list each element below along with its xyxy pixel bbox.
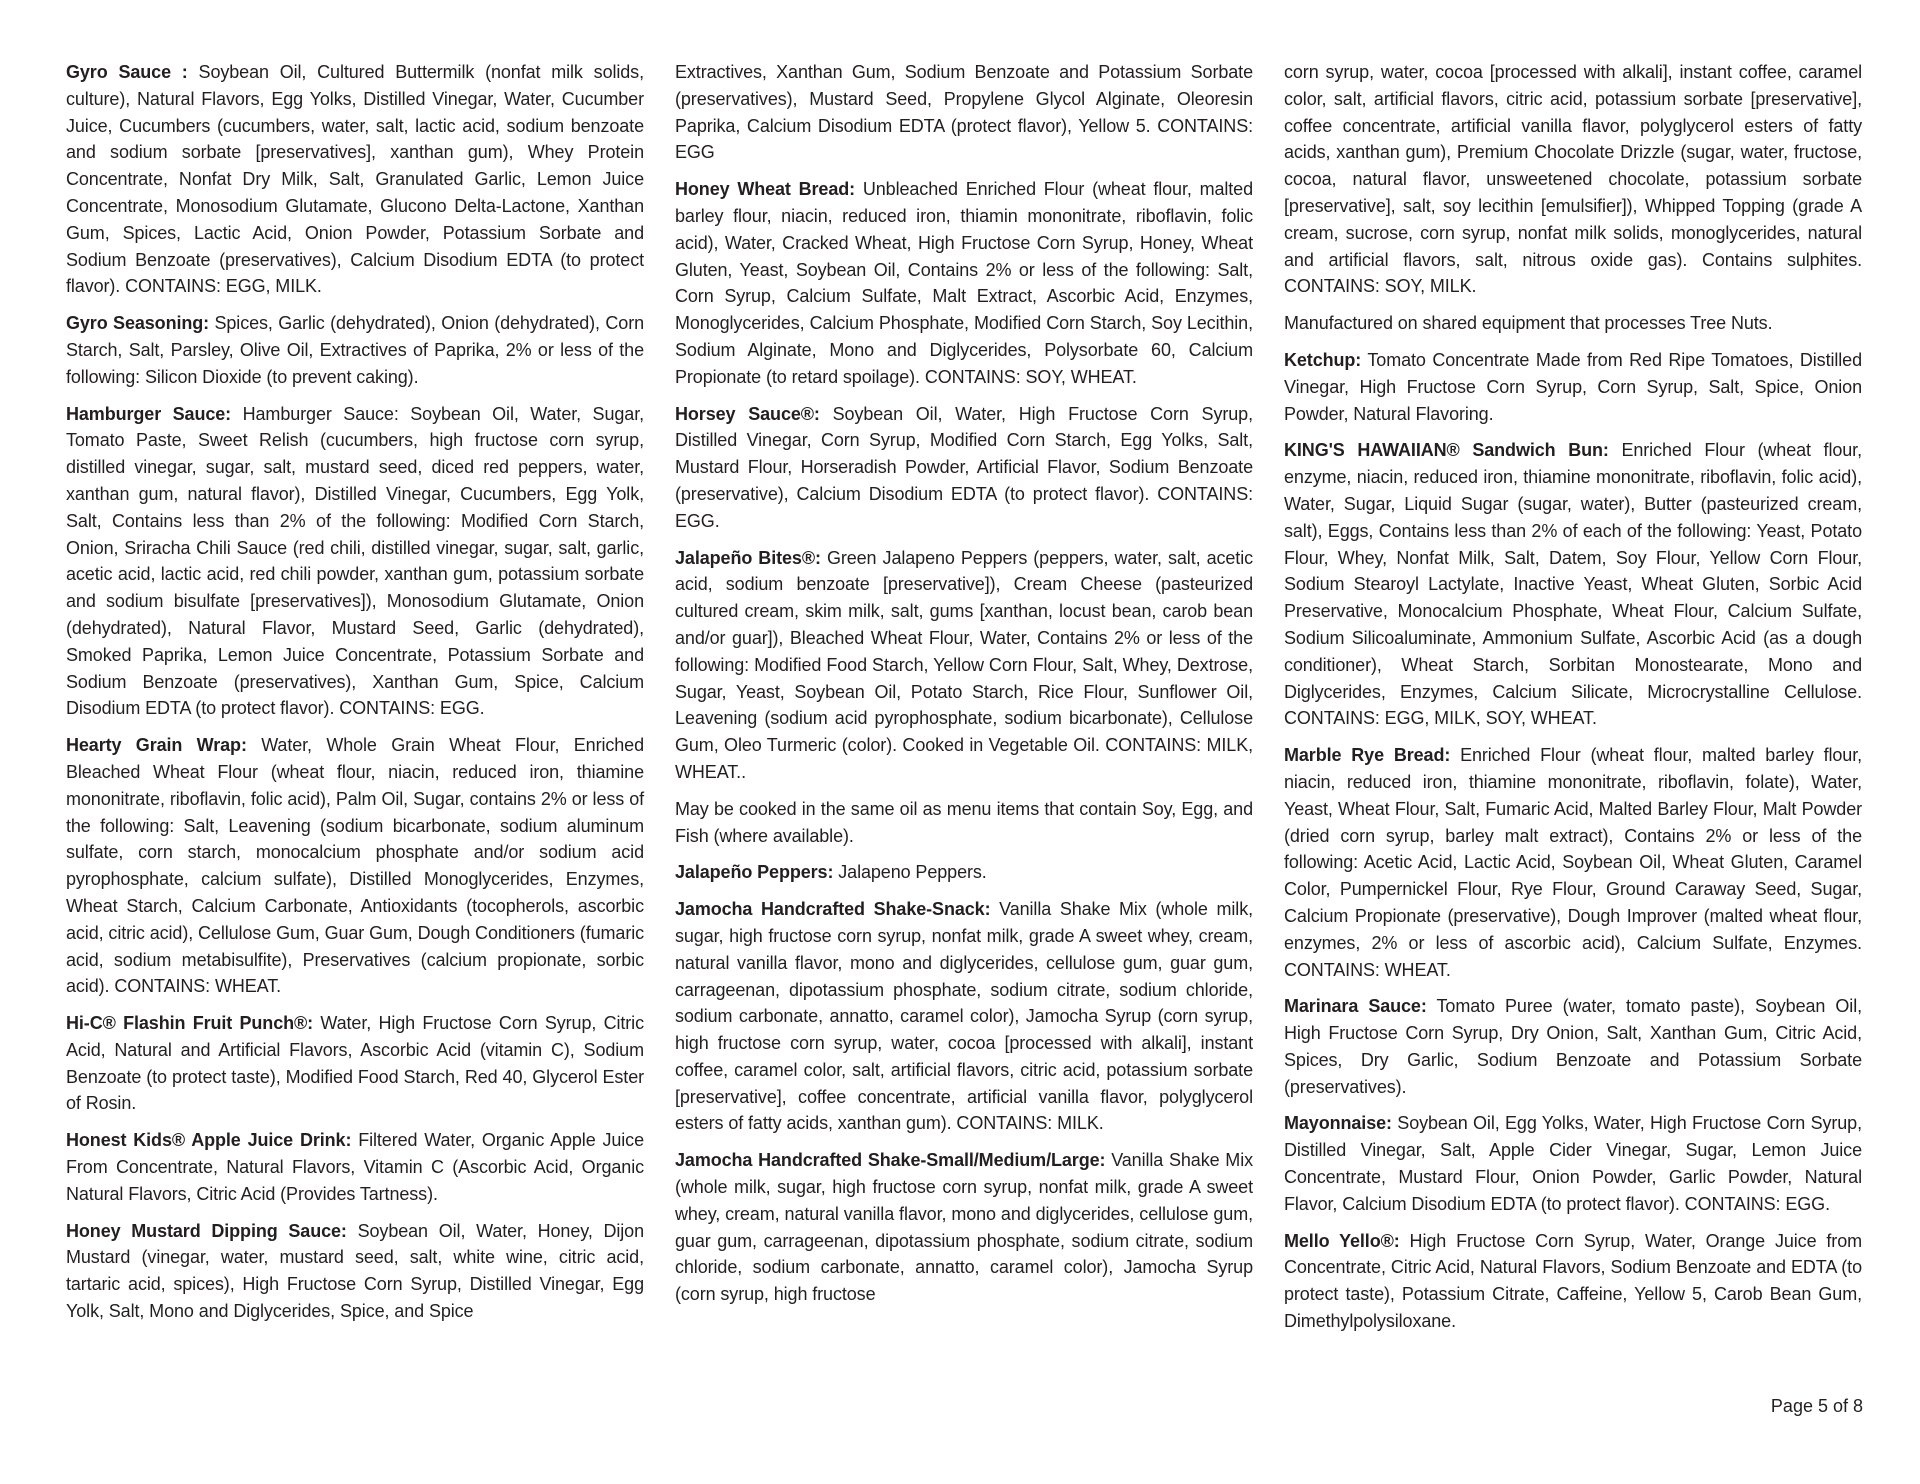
ingredient-entry xyxy=(66,1010,644,1117)
entry-name: Honey Wheat Bread: xyxy=(675,179,856,200)
entry-name: KING'S HAWAIIAN® Sandwich Bun: xyxy=(1284,440,1609,461)
entry-name: Ketchup: xyxy=(1284,349,1362,370)
entry-text: Spices, Garlic (dehydrated), Onion (dehydrated), Corn Starch, Salt, Parsley, Olive Oil, Extractives of Paprika, 2% or less of the following: Silicon Dioxide (to prevent caking). xyxy=(66,313,645,387)
entry-name: Mayonnaise: xyxy=(1284,1113,1392,1134)
entry-text: Enriched Flour (wheat flour, enzyme, niacin, reduced iron, thiamine mononitrate, riboflavin, folic acid), Water, Sugar, Liquid Sugar (sugar, water), Butter (pasteurized cream, salt), Eggs, Contains less than 2% of each of the following: Yeast, Potato Flour, Whey, Nonfat Milk, Salt, Datem, Soy Flour, Yellow Corn Flour, Sodium Stearoyl Lactylate, Inactive Yeast, Wheat Gluten, Sorbic Acid Preservative, Monocalcium Phosphate, Wheat Flour, Calcium Sulfate, Sodium Silicoaluminate, Ammonium Sulfate, Ascorbic Acid (as a dough conditioner), Wheat Starch, Sorbitan Monostearate, Mono and Diglycerides, Enzymes, Calcium Silicate, Microcrystalline Cellulose. CONTAINS: EGG, MILK, SOY, WHEAT. xyxy=(1284,440,1862,729)
page-number: Page 5 of 8 xyxy=(1770,1396,1863,1416)
entry-text: Soybean Oil, Water, Honey, Dijon Mustard (vinegar, water, mustard seed, salt, white wine, citric acid, tartaric acid, spices), High Fructose Corn Syrup, Distilled Vinegar, Egg Yolk, Salt, Mono and Diglycerides, Spice, and Spice xyxy=(66,1220,645,1322)
entry-name: Jamocha Handcrafted Shake-Small/Medium/Large: xyxy=(675,1150,1106,1171)
ingredient-entry xyxy=(1284,1228,1862,1335)
entry-name: Mello Yello®: xyxy=(1284,1230,1400,1251)
ingredient-entry xyxy=(675,176,1253,390)
entry-text: Soybean Oil, Cultured Buttermilk (nonfat milk solids, culture), Natural Flavors, Egg Yolks, Distilled Vinegar, Water, Cucumber Juice, Cucumbers (cucumbers, water, salt, lactic acid, sodium benzoate and sodium sorbate [preservatives], xanthan gum), Whey Protein Concentrate, Nonfat Dry Milk, Salt, Granulated Garlic, Lemon Juice Concentrate, Monosodium Glutamate, Glucono Delta-Lactone, Xanthan Gum, Spices, Lactic Acid, Onion Powder, Potassium Sorbate and Sodium Benzoate (preservatives), Calcium Disodium EDTA (to protect flavor). CONTAINS: EGG, MILK. xyxy=(66,62,644,297)
entry-text: Enriched Flour (wheat flour, malted barley flour, niacin, reduced iron, thiamine mononitrate, riboflavin, folate), Water, Yeast, Wheat Flour, Salt, Fumaric Acid, Malted Barley Flour, Malt Powder (dried corn syrup, barley malt extract), Contains 2% or less of the following: Acetic Acid, Lactic Acid, Soybean Oil, Wheat Gluten, Caramel Color, Pumpernickel Flour, Rye Flour, Ground Caraway Seed, Sugar, Calcium Propionate (preservative), Dough Improver (malted wheat flour, enzymes, 2% or less of ascorbic acid), Calcium Sulfate, Enzymes. CONTAINS: WHEAT. xyxy=(1284,745,1862,980)
entry-text: Extractives, Xanthan Gum, Sodium Benzoate and Potassium Sorbate (preservatives), Mustard Seed, Propylene Glycol Alginate, Oleoresin Paprika, Calcium Disodium EDTA (protect flavor), Yellow 5. CONTAINS: EGG xyxy=(675,62,1253,163)
entry-text: Tomato Puree (water, tomato paste), Soybean Oil, High Fructose Corn Syrup, Dry Onion, Salt, Xanthan Gum, Citric Acid, Spices, Dry Garlic, Sodium Benzoate and Potassium Sorbate (preservatives). xyxy=(1284,996,1862,1097)
entry-name: Horsey Sauce®: xyxy=(675,403,820,424)
entry-text: Green Jalapeno Peppers (peppers, water, salt, acetic acid, sodium benzoate [preservative]), Cream Cheese (pasteurized cultured cream, skim milk, salt, gums [xanthan, locust bean, carob bean and/or guar]), Bleached Wheat Flour, Water, Contains 2% or less of the following: Modified Food Starch, Yellow Corn Flour, Salt, Whey, Dextrose, Sugar, Yeast, Soybean Oil, Potato Starch, Rice Flour, Sunflower Oil, Leavening (sodium acid pyrophosphate, sodium bicarbonate), Cellulose Gum, Oleo Turmeric (color). Cooked in Vegetable Oil. CONTAINS: MILK, WHEAT.. xyxy=(675,547,1253,782)
ingredient-entry xyxy=(675,401,1253,535)
ingredient-entry xyxy=(675,1147,1253,1308)
entry-name: Hi-C® Flashin Fruit Punch®: xyxy=(66,1013,314,1034)
entry-text: Filtered Water, Organic Apple Juice From Concentrate, Natural Flavors, Vitamin C (Ascorbic Acid, Organic Natural Flavors, Citric Acid (Provides Tartness). xyxy=(66,1130,644,1204)
entry-name: Jamocha Handcrafted Shake-Snack: xyxy=(675,899,991,920)
column-2 xyxy=(675,59,1253,1318)
entry-text: Unbleached Enriched Flour (wheat flour, malted barley flour, niacin, reduced iron, thiamin mononitrate, riboflavin, folic acid), Water, Cracked Wheat, High Fructose Corn Syrup, Honey, Wheat Gluten, Yeast, Soybean Oil, Contains 2% or less of the following: Salt, Corn Syrup, Calcium Sulfate, Malt Extract, Ascorbic Acid, Enzymes, Monoglycerides, Calcium Phosphate, Modified Corn Starch, Soy Lecithin, Sodium Alginate, Mono and Diglycerides, Polysorbate 60, Calcium Propionate (to retard spoilage). CONTAINS: SOY, WHEAT. xyxy=(675,179,1253,387)
entry-text: Soybean Oil, Water, High Fructose Corn Syrup, Distilled Vinegar, Corn Syrup, Modified Corn Starch, Egg Yolks, Salt, Mustard Flour, Horseradish Powder, Artificial Flavor, Sodium Benzoate (preservative), Calcium Disodium EDTA (to protect flavor). CONTAINS: EGG. xyxy=(675,403,1253,531)
entry-text: Manufactured on shared equipment that processes Tree Nuts. xyxy=(1284,313,1773,334)
ingredient-entry xyxy=(1284,742,1862,983)
entry-text: Vanilla Shake Mix (whole milk, sugar, high fructose corn syrup, nonfat milk, grade A sweet whey, cream, natural vanilla flavor, mono and diglycerides, cellulose gum, guar gum, carrageenan, dipotassium phosphate, sodium citrate, sodium chloride, sodium carbonate, annatto, caramel color), Jamocha Syrup (corn syrup, high fructose corn syrup, water, cocoa [processed with alkali], instant coffee, caramel color, salt, artificial flavors, citric acid, potassium sorbate [preservative], coffee concentrate, artificial vanilla flavor, polyglycerol esters of fatty acids, xanthan gum). CONTAINS: MILK. xyxy=(675,899,1253,1134)
ingredient-entry xyxy=(1284,1110,1862,1217)
column-3 xyxy=(1284,59,1862,1345)
ingredient-entry xyxy=(66,310,644,390)
entry-text: corn syrup, water, cocoa [processed with alkali], instant coffee, caramel color, salt, artificial flavors, citric acid, potassium sorbate [preservative], coffee concentrate, artificial vanilla flavor, polyglycerol esters of fatty acids, xanthan gum), Premium Chocolate Drizzle (sugar, water, fructose, cocoa, natural flavor, unsweetened chocolate, potassium sorbate [preservative], salt, soy lecithin [emulsifier]), Whipped Topping (grade A cream, sucrose, corn syrup, nonfat milk solids, monoglycerides, natural and artificial flavors, salt, nitrous oxide gas). Contains sulphites. CONTAINS: SOY, MILK. xyxy=(1284,62,1862,297)
entry-text: Vanilla Shake Mix (whole milk, sugar, high fructose corn syrup, nonfat milk, grade A sweet whey, cream, natural vanilla flavor, mono and diglycerides, cellulose gum, guar gum, carrageenan, dipotassium phosphate, sodium citrate, sodium chloride, sodium carbonate, annatto, caramel color), Jamocha Syrup (corn syrup, high fructose xyxy=(675,1150,1253,1305)
ingredient-entry xyxy=(675,545,1253,786)
ingredient-entry xyxy=(675,896,1253,1137)
ingredient-entry xyxy=(1284,347,1862,427)
ingredient-entry xyxy=(1284,993,1862,1100)
entry-name: Hamburger Sauce: xyxy=(66,403,232,424)
ingredient-entry xyxy=(675,859,1253,886)
ingredient-entry-continued xyxy=(1284,59,1862,300)
entry-text: Water, High Fructose Corn Syrup, Citric Acid, Natural and Artificial Flavors, Ascorbic Acid (vitamin C), Sodium Benzoate (to protect taste), Modified Food Starch, Red 40, Glycerol Ester of Rosin. xyxy=(66,1013,644,1114)
entry-name: Honest Kids® Apple Juice Drink: xyxy=(66,1130,352,1151)
column-1 xyxy=(66,59,644,1335)
ingredient-entry xyxy=(66,1127,644,1207)
entry-text: High Fructose Corn Syrup, Water, Orange Juice from Concentrate, Citric Acid, Natural Flavors, Sodium Benzoate and EDTA (to protect taste), Potassium Citrate, Caffeine, Yellow 5, Carob Bean Gum, Dimethylpolysiloxane. xyxy=(1284,1230,1862,1332)
ingredient-entry xyxy=(66,59,644,300)
ingredient-entry xyxy=(66,401,644,723)
entry-name: Jalapeño Peppers: xyxy=(675,862,834,883)
ingredient-entry xyxy=(1284,437,1862,732)
entry-name: Marinara Sauce: xyxy=(1284,996,1427,1017)
ingredient-entry xyxy=(66,732,644,1000)
entry-name: Gyro Seasoning: xyxy=(66,313,210,334)
entry-text: Soybean Oil, Egg Yolks, Water, High Fructose Corn Syrup, Distilled Vinegar, Salt, Apple Cider Vinegar, Sugar, Lemon Juice Concentrate, Mustard Flour, Onion Powder, Garlic Powder, Natural Flavor, Calcium Disodium EDTA (to protect flavor). CONTAINS: EGG. xyxy=(1284,1113,1862,1214)
entry-text: Jalapeno Peppers. xyxy=(833,862,987,883)
entry-text: Tomato Concentrate Made from Red Ripe Tomatoes, Distilled Vinegar, High Fructose Corn Syrup, Corn Syrup, Salt, Spice, Onion Powder, Natural Flavoring. xyxy=(1284,349,1862,424)
entry-name: Jalapeño Bites®: xyxy=(675,547,821,568)
entry-name: Honey Mustard Dipping Sauce: xyxy=(66,1220,347,1241)
entry-text: Water, Whole Grain Wheat Flour, Enriched Bleached Wheat Flour (wheat flour, niacin, reduced iron, thiamine mononitrate, riboflavin, folic acid), Palm Oil, Sugar, contains 2% or less of the following: Salt, Leavening (sodium bicarbonate, sodium aluminum sulfate, corn starch, monocalcium phosphate and/or sodium acid pyrophosphate, calcium sulfate), Distilled Monoglycerides, Enzymes, Wheat Starch, Calcium Carbonate, Antioxidants (tocopherols, ascorbic acid, citric acid), Cellulose Gum, Guar Gum, Dough Conditioners (fumaric acid, sodium metabisulfite), Preservatives (calcium propionate, sorbic acid). CONTAINS: WHEAT. xyxy=(66,735,645,997)
entry-name: Gyro Sauce : xyxy=(66,62,188,82)
allergen-note xyxy=(1284,310,1862,337)
ingredient-entry-continued xyxy=(675,59,1253,166)
entry-name: Hearty Grain Wrap: xyxy=(66,735,247,756)
ingredient-entry xyxy=(66,1218,644,1325)
entry-text: May be cooked in the same oil as menu items that contain Soy, Egg, and Fish (where available). xyxy=(675,798,1253,846)
allergen-note xyxy=(675,796,1253,850)
entry-text: Hamburger Sauce: Soybean Oil, Water, Sugar, Tomato Paste, Sweet Relish (cucumbers, high fructose corn syrup, distilled vinegar, sugar, salt, mustard seed, diced red peppers, water, xanthan gum, natural flavor), Distilled Vinegar, Cucumbers, Egg Yolk, Salt, Contains less than 2% of the following: Modified Corn Starch, Onion, Sriracha Chili Sauce (red chili, distilled vinegar, sugar, salt, garlic, acetic acid, lactic acid, red chili powder, xanthan gum, potassium sorbate and sodium bisulfate [preservatives]), Monosodium Glutamate, Onion (dehydrated), Natural Flavor, Mustard Seed, Garlic (dehydrated), Smoked Paprika, Lemon Juice Concentrate, Potassium Sorbate and Sodium Benzoate (preservatives), Xanthan Gum, Spice, Calcium Disodium EDTA (to protect flavor). CONTAINS: EGG. xyxy=(66,403,644,719)
entry-name: Marble Rye Bread: xyxy=(1284,745,1451,766)
